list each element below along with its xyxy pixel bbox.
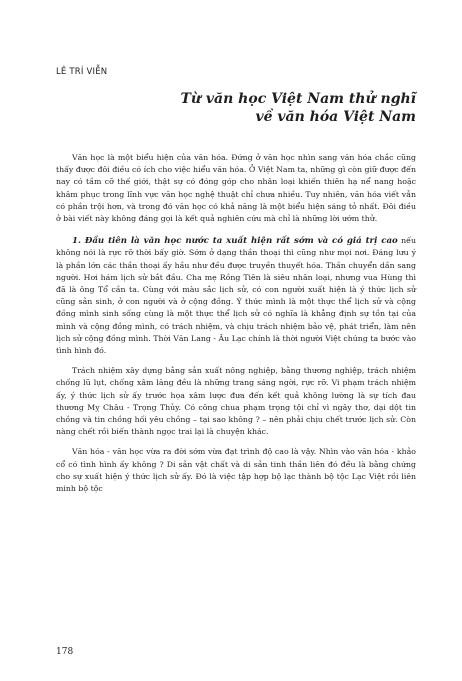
title-line-1: Từ văn học Việt Nam thử nghĩ: [180, 91, 416, 107]
article-title: [56, 90, 416, 126]
paragraph-3-text: Trách nhiệm xây dựng bằng sản xuất nông nghiệp, bằng thương nghiệp, trách nhiệm chống lũ lụt, chống xâm lăng đều là những trang sáng ngời, rực rỡ. Vi phạm trách nhiệm ấy, ý thức lịch sử ấy trước họa xâm lược đưa đến kết quả không lường là sự tích đau thương Mỵ Châu - Trọng Thủy. Có công chua phạm trọng tội chỉ vì ngây thơ, dại dột tin chồng và tin chồng hối yêu chồng – tại sao không ? – nên phải chịu chết trước lịch sử. Còn nàng chết rồi biến thành ngọc trai lại là chuyện khác.: [56, 366, 416, 437]
section-1-lead: 1. Đầu tiên là văn học nước ta xuất hiện rất sớm và có giá trị cao: [72, 236, 398, 247]
title-line-2: về văn hóa Việt Nam: [255, 109, 416, 125]
paragraph-2-text: nếu không nói là rực rỡ thời bấy giờ. Sớm ở dạng thần thoại thì cũng như mọi nơi. Đáng lưu ý là phần lớn các thần thoại ấy hầu như đều được truyền thuyết hóa. Thần chuyển dần sang người. Hơi hám lịch sử bắt đầu. Cha mẹ Rồng Tiên là siêu nhân loại, nhưng vua Hùng thì đã là ông Tổ cần ta. Cùng với màu sắc lịch sử, có con người xuất hiện là ý thức lịch sử cũng sản sinh, ở con người và ở cộng đồng. Ý thức mình là một thực thể lịch sử và cộng đồng mình sinh sống cùng là một thực thể lịch sử có nghĩa là khẳng định sự tồn tại của mình và cộng đồng mình, có trách nhiệm, và chịu trách nhiệm bảo vệ, phát triển, làm nên lịch sử cộng đồng mình. Thời Văn Lang - Âu Lạc chính là thời người Việt chúng ta bước vào tình hình đó.: [56, 236, 416, 356]
paragraph-1-text: Văn học là một biểu hiện của văn hóa. Đứng ở văn học nhìn sang văn hóa chắc cũng thấy được đôi điều có ích cho việc hiểu văn hóa. Ở Việt Nam ta, những gì còn giữ được đến nay có tầm cỡ thế giới, thật sự có đóng góp cho nhân loại khiến thiên hạ nể nang hoặc khâm phục trong lĩnh vực văn học nghệ thuật chỉ chưa nhiều. Tuy nhiên, văn hóa viết vẫn có phần trội hơn, và trong đó văn học có khả năng là một biểu hiện sáng tỏ nhất. Đôi điều ở bài viết này không đáng gọi là kết quả nghiên cứu mà chỉ là những lời ướm thử.: [56, 153, 416, 224]
paragraph-4-text: Văn hóa - văn học vừa ra đời sớm vừa đạt trình độ cao là vậy. Nhìn vào văn hóa - khảo cổ có tình hình ấy không ? Di sản vật chất và di sản tinh thần liên đó đều là bằng chứng cho sự xuất hiện ý thức lịch sử ấy. Đó là việc tập hợp bộ lạc thành bộ tộc Lạc Việt rồi liên minh bộ tộc: [56, 447, 416, 494]
article-body: [56, 152, 416, 503]
paragraph-2: [56, 235, 416, 357]
paragraph-1: [56, 152, 416, 225]
page-number: 178: [56, 647, 74, 657]
paragraph-4: [56, 446, 416, 495]
paragraph-3: [56, 365, 416, 438]
author-name: LÊ TRÍ VIỄN: [56, 67, 108, 77]
